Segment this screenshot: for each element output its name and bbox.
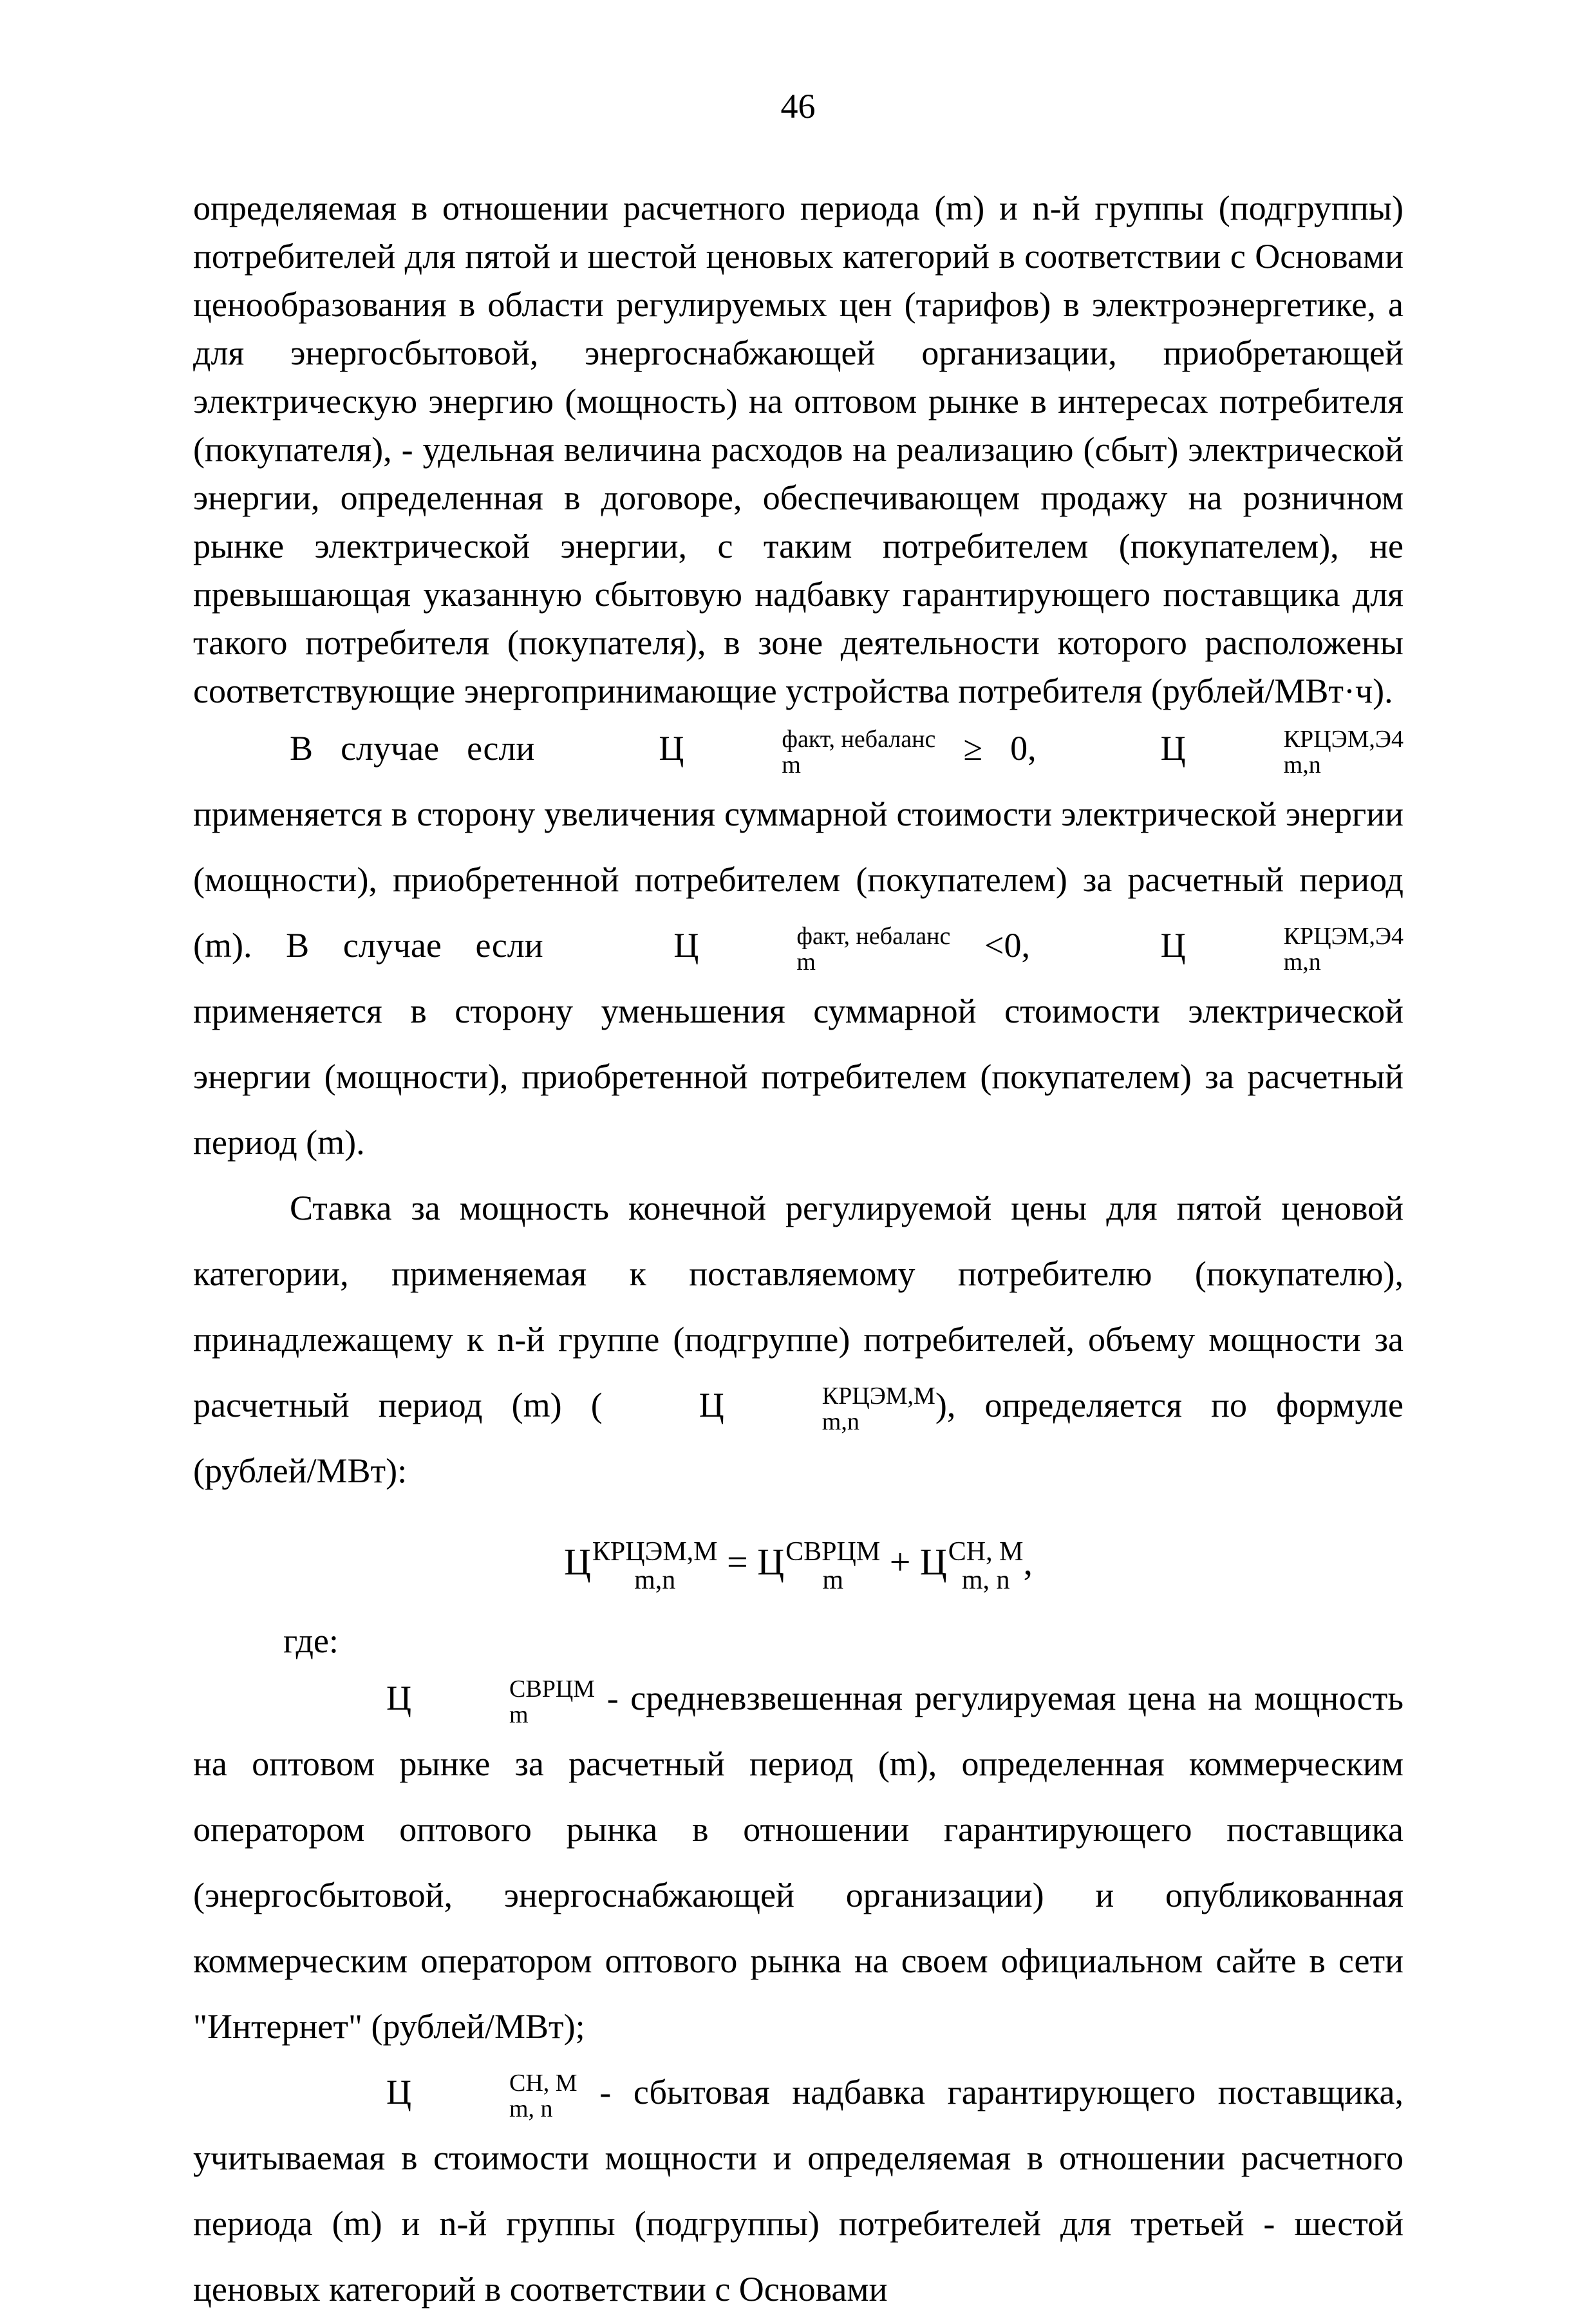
symbol-krcem-e4: Ц КРЦЭМ,Э4 m,n <box>1160 725 1404 779</box>
text-segment: Ставка за мощность конечной регулируемой цены для пятой ценовой категории, применяемая к поставляемому потребителю (покупателю), принадлежащему к n-й группе (подгруппе) потребителей, объему мощности за расчетный период (m) ( <box>193 1189 1404 1424</box>
text-segment: применяется в сторону увеличения суммарной стоимости электрической энергии (мощности), приобретенной потребителем (покупателем) за расчетный период (m). В случае если <box>193 795 1404 965</box>
text-segment: - средневзвешенная регулируемая цена на мощность на оптовом рынке за расчетный период (m), определенная коммерческим оператором оптового рынка в отношении гарантирующего поставщика (энергосбытовой, энергоснабжающей организации) и опубликованная коммерческим оператором оптового рынка на своем официальном сайте в сети "Интернет" (рублей/МВт); <box>193 1679 1404 2046</box>
symbol-fakt-nebalans: Ц факт, небаланс m <box>673 922 951 976</box>
text-segment: ), определяется по формуле (рублей/МВт): <box>193 1386 1404 1490</box>
page-number: 46 <box>780 87 816 126</box>
formula <box>193 1527 1404 1598</box>
formula-term-svrcm: Ц СВРЦМ m <box>757 1536 881 1595</box>
text-segment: В случае если <box>290 729 535 768</box>
symbol-svrcm: Ц СВРЦМ m <box>386 1675 596 1728</box>
text-segment: - сбытовая надбавка гарантирующего поставщика, учитываемая в стоимости мощности и определяемая в отношении расчетного периода (m) и n-й группы (подгруппы) потребителей для третьей - шестой ценовых категорий в соответствии с Основами <box>193 2073 1404 2308</box>
where-label: где: <box>283 1621 339 1660</box>
symbol-sn-m: Ц СН, М m, n <box>386 2069 577 2122</box>
definition-svrcm <box>193 1665 1404 2059</box>
symbol-krcem-m: Ц КРЦЭМ,М m,n <box>699 1382 935 1435</box>
formula-term-sn-m: Ц СН, М m, n <box>919 1536 1024 1595</box>
formula-plus: + <box>889 1541 911 1583</box>
paragraph-continued: определяемая в отношении расчетного периода (m) и n-й группы (подгруппы) потребителей для пятой и шестой ценовых категорий в соответствии с Основами ценообразования в области регулируемых цен (тарифов) в электроэнергетике, а для энергосбытовой, энергоснабжающей организации, приобретающей электрическую энергию (мощность) на оптовом рынке в интересах потребителя (покупателя), - удельная величина расходов на реализацию (сбыт) электрической энергии, определенная в договоре, обеспечивающем продажу на розничном рынке электрической энергии, с таким потребителем (покупателем), не превышающая указанную сбытовую надбавку гарантирующего поставщика для такого потребителя (покупателя), в зоне деятельности которого расположены соответствующие энергопринимающие устройства потребителя (рублей/МВт·ч). <box>193 189 1404 710</box>
text-segment: применяется в сторону уменьшения суммарной стоимости электрической энергии (мощности), приобретенной потребителем (покупателем) за расчетный период (m). <box>193 992 1404 1162</box>
formula-equals: = <box>727 1541 748 1583</box>
symbol-krcem-e4: Ц КРЦЭМ,Э4 m,n <box>1160 922 1404 976</box>
symbol-fakt-nebalans: Ц факт, небаланс m <box>659 725 936 779</box>
document-body <box>193 184 1404 2322</box>
formula-comma: , <box>1023 1541 1033 1583</box>
paragraph-price-direction <box>193 715 1404 1175</box>
text-segment: ≥ 0, <box>963 729 1037 768</box>
text-segment: <0, <box>984 926 1030 965</box>
paragraph-capacity-rate <box>193 1175 1404 1504</box>
definition-sn-m <box>193 2059 1404 2322</box>
formula-lhs: Ц КРЦЭМ,М m,n <box>564 1536 718 1595</box>
